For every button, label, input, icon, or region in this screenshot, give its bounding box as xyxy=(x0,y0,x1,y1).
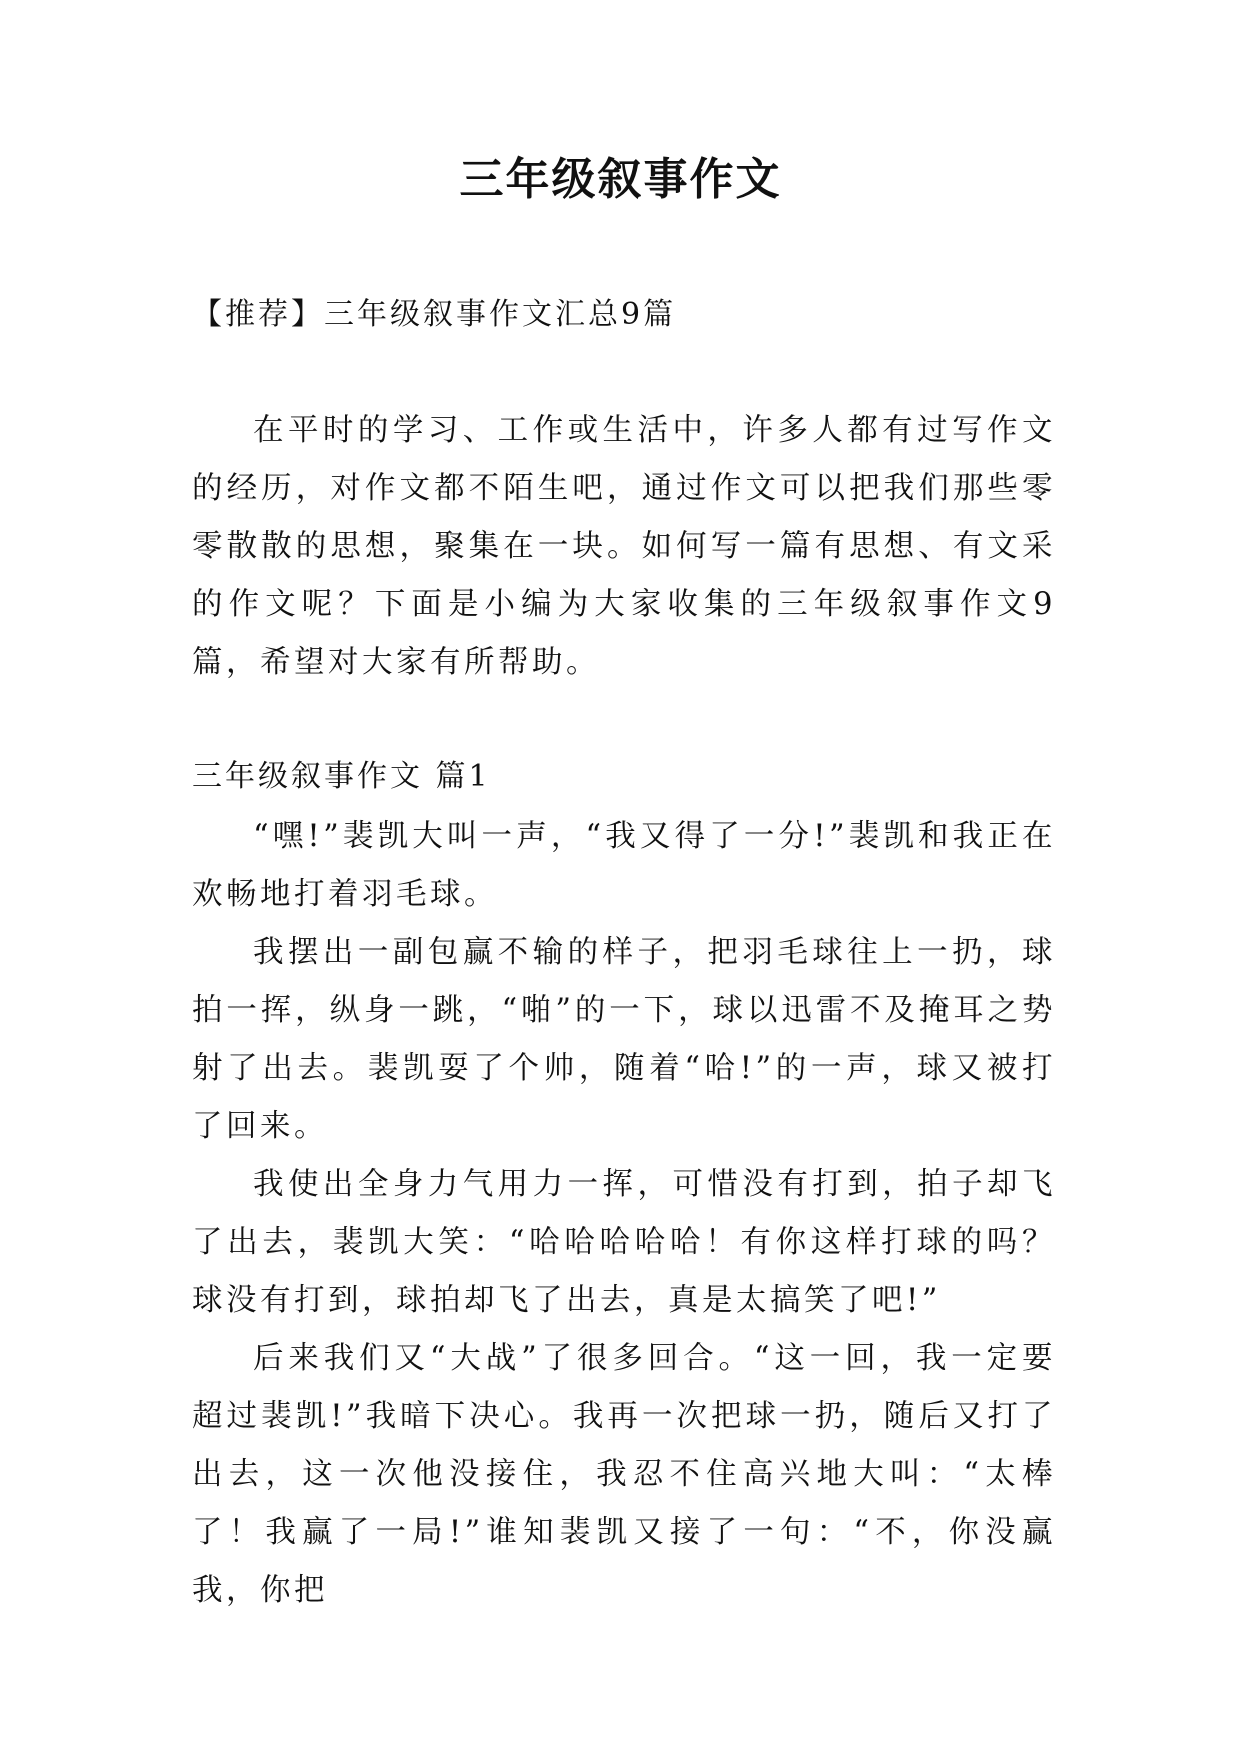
intro-section xyxy=(192,402,1056,692)
document-title: 三年级叙事作文 xyxy=(459,154,782,205)
story-paragraph-4: 后来我们又“大战”了很多回合。“这一回，我一定要超过裴凯!”我暗下决心。我再一次把球一扔，随后又打了出去，这一次他没接住，我忍不住高兴地大叫：“太棒了！我赢了一局!”谁知裴凯又接了一句：“不，你没赢我，你把 xyxy=(192,1341,1056,1608)
section-heading: 三年级叙事作文 篇1 xyxy=(192,759,491,794)
story-paragraph-2: 我摆出一副包赢不输的样子，把羽毛球往上一扔，球拍一挥，纵身一跳，“啪”的一下，球以迅雷不及掩耳之势射了出去。裴凯耍了个帅，随着“哈!”的一声，球又被打了回来。 xyxy=(192,935,1056,1144)
story-paragraph-1: “嘿!”裴凯大叫一声，“我又得了一分!”裴凯和我正在欢畅地打着羽毛球。 xyxy=(192,819,1056,912)
document-subtitle: 【推荐】三年级叙事作文汇总9篇 xyxy=(192,297,677,332)
story-section xyxy=(192,808,1056,1620)
intro-paragraph: 在平时的学习、工作或生活中，许多人都有过写作文的经历，对作文都不陌生吧，通过作文可以把我们那些零零散散的思想，聚集在一块。如何写一篇有思想、有文采的作文呢？下面是小编为大家收集的三年级叙事作文9篇，希望对大家有所帮助。 xyxy=(192,413,1056,680)
story-paragraph-3: 我使出全身力气用力一挥，可惜没有打到，拍子却飞了出去，裴凯大笑：“哈哈哈哈哈！有你这样打球的吗？球没有打到，球拍却飞了出去，真是太搞笑了吧!” xyxy=(192,1167,1056,1318)
